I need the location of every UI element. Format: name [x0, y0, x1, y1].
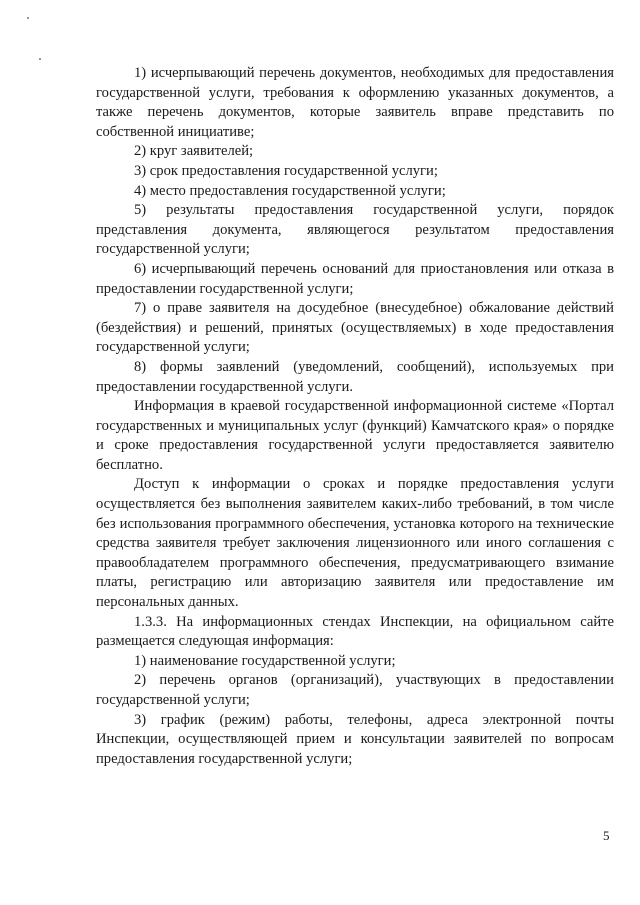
paragraph-list-item: 2) круг заявителей;: [134, 143, 254, 160]
paragraph-section-1-3-3: 1.3.3. На информационных стендах Инспекции, на официальном сайте размещается следующая информация:: [96, 613, 614, 650]
scan-mark: [27, 17, 29, 19]
paragraph-list-item: 1) исчерпывающий перечень документов, необходимых для предоставления государственной услуги, требования к оформлению указанных документов, а также перечень документов, которые заявитель вправе представить по собственной инициативе;: [96, 65, 614, 140]
paragraph-list-item: 6) исчерпывающий перечень оснований для приостановления или отказа в предоставлении государственной услуги;: [96, 260, 614, 297]
document-body: [96, 64, 614, 769]
page-number: 5: [603, 828, 610, 843]
paragraph-list-item: 4) место предоставления государственной услуги;: [134, 182, 446, 199]
paragraph-access-info: Доступ к информации о сроках и порядке предоставления услуги осуществляется без выполнения заявителем каких-либо требований, в том числе без использования программного обеспечения, установка которого на технические средства заявителя требует заключения лицензионного или иного соглашения с правообладателем программного обеспечения, предусматривающего взимание платы, регистрацию или авторизацию заявителя или предоставление им персональных данных.: [96, 476, 614, 611]
paragraph-list-item: 7) о праве заявителя на досудебное (внесудебное) обжалование действий (бездействия) и решений, принятых (осуществляемых) в ходе предоставления государственной услуги;: [96, 300, 614, 356]
paragraph-list-item: 1) наименование государственной услуги;: [134, 652, 396, 669]
paragraph-information-portal: Информация в краевой государственной информационной системе «Портал государственных и муниципальных услуг (функций) Камчатского края» о порядке и сроке предоставления государственной услуги предоставляется заявителю бесплатно.: [96, 398, 614, 473]
paragraph-list-item: 5) результаты предоставления государственной услуги, порядок представления документа, являющегося результатом предоставления государственной услуги;: [96, 202, 614, 258]
paragraph-list-item: 3) график (режим) работы, телефоны, адреса электронной почты Инспекции, осуществляющей прием и консультации заявителей по вопросам предоставления государственной услуги;: [96, 711, 614, 767]
paragraph-list-item: 2) перечень органов (организаций), участвующих в предоставлении государственной услуги;: [96, 672, 614, 708]
paragraph-list-item: 3) срок предоставления государственной услуги;: [134, 162, 438, 179]
paragraph-list-item: 8) формы заявлений (уведомлений, сообщений), используемых при предоставлении государственной услуги.: [96, 358, 614, 395]
scan-mark: [39, 58, 41, 60]
